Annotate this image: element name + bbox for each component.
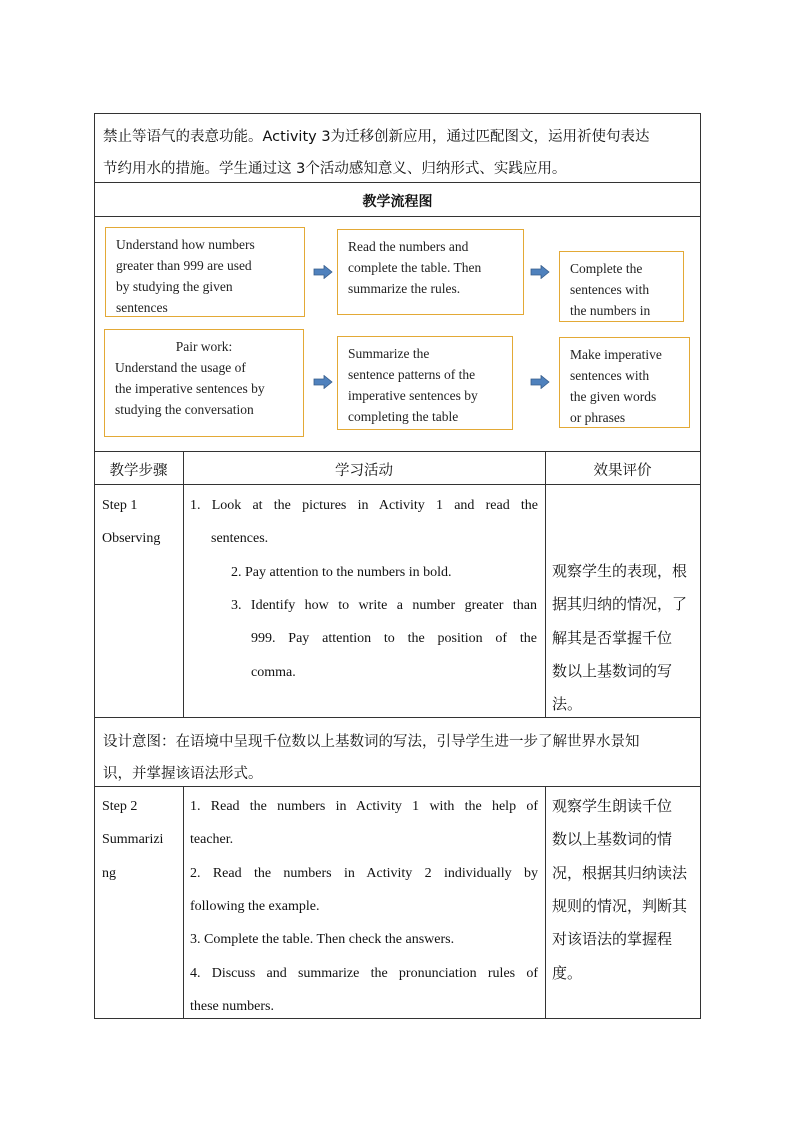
step1-eval-line: 解其是否掌握千位 — [552, 629, 673, 647]
step2-activity-line: 2. Read the numbers in Activity 2 individually by — [190, 866, 538, 881]
flow-box-5 — [337, 336, 513, 430]
step2-activity-line: 4. Discuss and summarize the pronunciation rules of — [190, 966, 538, 981]
flow-box-3-line: sentences with — [570, 282, 650, 297]
flow-box-4-line: the imperative sentences by — [115, 381, 265, 396]
flow-box-1-line: sentences — [116, 300, 168, 315]
step2-activity-line: teacher. — [190, 832, 234, 847]
step1-activity-line: 3. Identify how to write a number greater than — [231, 598, 537, 613]
flow-box-5-line: Summarize the — [348, 346, 430, 361]
right-arrow-icon — [530, 375, 550, 389]
flow-box-1-line: by studying the given — [116, 279, 233, 294]
flow-box-1-line: Understand how numbers — [116, 237, 255, 252]
step2-label-line: ng — [102, 866, 116, 881]
flow-box-6-line: or phrases — [570, 410, 626, 425]
flow-box-6-line: sentences with — [570, 368, 650, 383]
right-arrow-icon — [530, 265, 550, 279]
step1-eval-line: 法。 — [552, 695, 583, 713]
flow-box-6-line: the given words — [570, 389, 657, 404]
header-step: 教学步骤 — [109, 463, 168, 479]
table-left-border — [94, 113, 95, 1019]
step1-eval-line: 数以上基数词的写 — [552, 662, 673, 680]
step2-activity-line: 3. Complete the table. Then check the answers. — [190, 932, 455, 947]
flow-box-3-line: the numbers in — [570, 303, 651, 318]
intro-line-2: 节约用水的措施。学生通过这 3个活动感知意义、归纳形式、实践应用。 — [103, 161, 567, 177]
right-arrow-icon — [313, 375, 333, 389]
header-bottom-border — [94, 484, 701, 485]
step2-activity-line: these numbers. — [190, 999, 274, 1014]
flow-box-2 — [337, 229, 524, 315]
step1-label-line: Step 1 — [102, 498, 138, 513]
flow-box-2-line: Read the numbers and — [348, 239, 469, 254]
table-right-border — [700, 113, 701, 1019]
col-divider-1b — [183, 786, 184, 1019]
step2-eval-line: 度。 — [552, 964, 583, 982]
col-divider-2b — [545, 786, 546, 1019]
flow-box-4-line: studying the conversation — [115, 402, 254, 417]
step1-eval-line: 据其归纳的情况，了 — [552, 595, 688, 613]
step2-activity-line: following the example. — [190, 899, 320, 914]
col-divider-2a — [545, 451, 546, 718]
step2-label-line: Summarizi — [102, 832, 164, 847]
step1-activities — [190, 489, 538, 714]
flow-box-4-line: Pair work: — [175, 339, 233, 354]
step2-eval-line: 规则的情况，判断其 — [552, 897, 688, 915]
flow-box-2-line: complete the table. Then — [348, 260, 482, 275]
col-divider-1a — [183, 451, 184, 718]
step1-bottom-border — [94, 717, 701, 718]
right-arrow-icon — [313, 265, 333, 279]
design-bottom-border — [94, 786, 701, 787]
flow-box-2-line: summarize the rules. — [348, 281, 461, 296]
flow-box-4-line: Understand the usage of — [115, 360, 246, 375]
step1-activity-line: 999. Pay attention to the position of the — [251, 631, 537, 646]
flow-box-1-line: greater than 999 are used — [116, 258, 252, 273]
table-top-border — [94, 113, 701, 114]
flow-box-6-line: Make imperative — [570, 347, 662, 362]
step2-eval-line: 数以上基数词的情 — [552, 830, 673, 848]
flow-box-6 — [559, 337, 690, 428]
flow-box-3-line: Complete the — [570, 261, 643, 276]
step1-eval-line: 观察学生的表现，根 — [552, 562, 688, 580]
step2-label-line: Step 2 — [102, 799, 138, 814]
table-bottom-border — [94, 1018, 701, 1019]
flowchart-title: 教学流程图 — [362, 194, 433, 210]
intro-bottom-border — [94, 182, 701, 183]
intro-line-1: 禁止等语气的表意功能。Activity 3为迁移创新应用，通过匹配图文，运用祈使句表达 — [103, 129, 650, 145]
step2-activities — [190, 790, 538, 1016]
flow-bottom-border — [94, 451, 701, 452]
step1-label-line: Observing — [102, 531, 161, 546]
design-intent-line-2: 识，并掌握该语法形式。 — [103, 766, 263, 782]
step1-activity-line: 2. Pay attention to the numbers in bold. — [231, 565, 452, 580]
step2-eval-line: 观察学生朗读千位 — [552, 797, 673, 815]
step1-activity-line: 1. Look at the pictures in Activity 1 and read the — [190, 498, 538, 513]
step2-eval-line: 况，根据其归纳读法 — [552, 864, 688, 882]
flow-title-bottom-border — [94, 216, 701, 217]
step1-activity-line: sentences. — [211, 531, 269, 546]
step2-activity-line: 1. Read the numbers in Activity 1 with the help of — [190, 799, 538, 814]
flow-box-5-line: completing the table — [348, 409, 459, 424]
flow-box-4 — [104, 329, 304, 437]
header-evaluation: 效果评价 — [593, 463, 652, 479]
flow-box-5-line: sentence patterns of the — [348, 367, 476, 382]
step1-activity-line: comma. — [251, 665, 296, 680]
design-intent-line-1: 设计意图：在语境中呈现千位数以上基数词的写法，引导学生进一步了解世界水景知 — [103, 734, 640, 750]
header-activity: 学习活动 — [335, 463, 393, 479]
flow-box-5-line: imperative sentences by — [348, 388, 478, 403]
flow-box-1 — [105, 227, 305, 317]
flow-box-3 — [559, 251, 684, 322]
step2-eval-line: 对该语法的掌握程 — [552, 930, 673, 948]
